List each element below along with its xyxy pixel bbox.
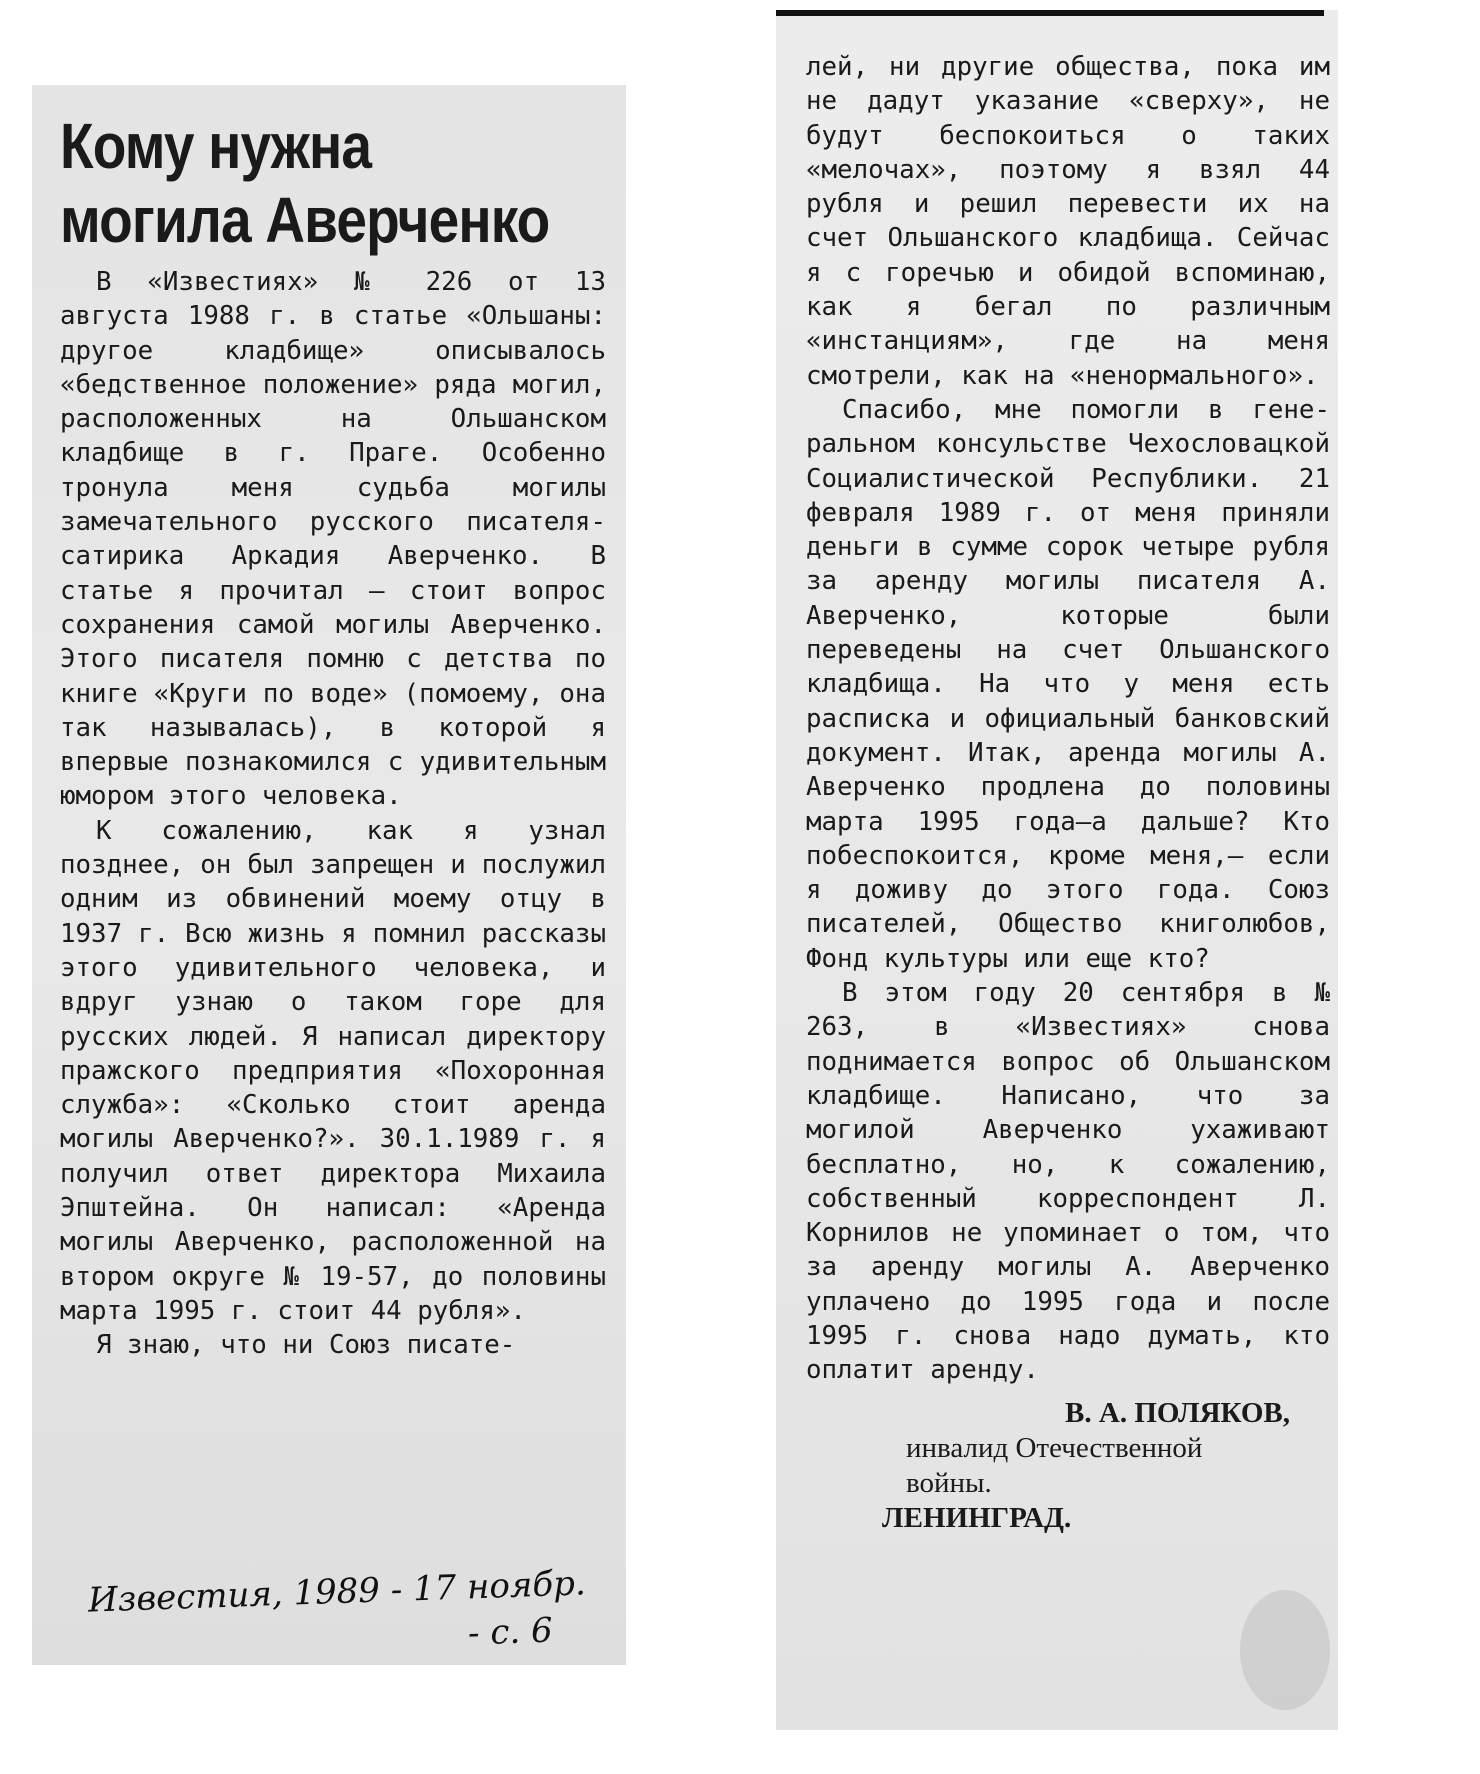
paragraph-6: В этом году 20 сентября в № 263, в «Известиях» снова поднимается вопрос об Ольшанском кладбище. Написано, что за могилой Аверченко ухаживают бесплатно, но, к сожалению, собственный корреспондент Л. Корнилов не упоминает о том, что за аренду могилы А. Аверченко уплачено до 1995 года и после 1995 г. снова надо думать, кто оплатит аренду. [806, 978, 1330, 1386]
author-name: В. А. ПОЛЯКОВ, [1065, 1396, 1290, 1429]
right-body-text [806, 50, 1330, 1388]
handwritten-page-note: - с. 6 [467, 1610, 554, 1654]
signature-block [806, 1396, 1330, 1536]
paragraph-3: Я знаю, что ни Союз писате- [96, 1330, 516, 1361]
headline-line-1: Кому нужна [60, 110, 372, 182]
handwritten-source-note: Известия, 1989 - 17 ноябр. [87, 1563, 587, 1621]
author-title-line-2: войны. [906, 1466, 992, 1499]
paragraph-1: В «Известиях» № 226 от 13 августа 1988 г. в статье «Ольшаны: другое кладбище» описывалось «бедственное положение» ряда могил, расположенных на Ольшанском кладбище в г. Праге. Особенно тронула меня судьба могилы замечательного русского писателя-сатирика Аркадия Аверченко. В статье я прочитал — стоит вопрос сохранения самой могилы Аверченко. Этого писателя помню с детства по книге «Круги по воде» (помоему, она так называлась), в которой я впервые познакомился с удивительным юмором этого человека. [60, 267, 606, 812]
left-clipping-column [32, 85, 626, 1665]
paragraph-4: лей, ни другие общества, пока им не дадут указание «сверху», не будут беспокоиться о таких «мелочах», поэтому я взял 44 рубля и решил перевести их на счет Ольшанского кладбища. Сейчас я с горечью и обидой вспоминаю, как я бегал по различным «инстанциям», где на меня смотрели, как на «ненормального». [806, 52, 1330, 391]
paragraph-2: К сожалению, как я узнал позднее, он был запрещен и послужил одним из обвинений моему отцу в 1937 г. Всю жизнь я помнил рассказы этого удивительного человека, и вдруг узнаю о таком горе для русских людей. Я написал директору пражского предприятия «Похоронная служба»: «Сколько стоит аренда могилы Аверченко?». 30.1.1989 г. я получил ответ директора Михаила Эпштейна. Он написал: «Аренда могилы Аверченко, расположенной на втором округе № 19-57, до половины марта 1995 г. стоит 44 рубля». [60, 815, 606, 1326]
headline-line-2: могила Аверченко [60, 184, 550, 256]
author-title [806, 1431, 1330, 1501]
paragraph-5: Спасибо, мне помогли в генеральном консульстве Чехословацкой Социалистической Республики. 21 февраля 1989 г. от меня приняли деньги в сумме сорок четыре рубля за аренду могилы писателя А. Аверченко, которые были переведены на счет Ольшанского кладбища. На что у меня есть расписка и официальный банковский документ. Итак, аренда могилы А. Аверченко продлена до половины марта 1995 года—а дальше? Кто побеспокоится, кроме меня,— если я доживу до этого года. Союз писателей, Общество книголюбов, Фонд культуры или еще кто? [806, 394, 1330, 974]
paper-smudge [1240, 1590, 1330, 1710]
left-body-text [60, 265, 606, 1363]
author-title-line-1: инвалид Отечественной [906, 1431, 1203, 1464]
article-headline [60, 109, 605, 257]
author-city: ЛЕНИНГРАД. [882, 1501, 1072, 1534]
right-clipping-column [776, 10, 1338, 1730]
top-rule-divider [776, 10, 1324, 16]
